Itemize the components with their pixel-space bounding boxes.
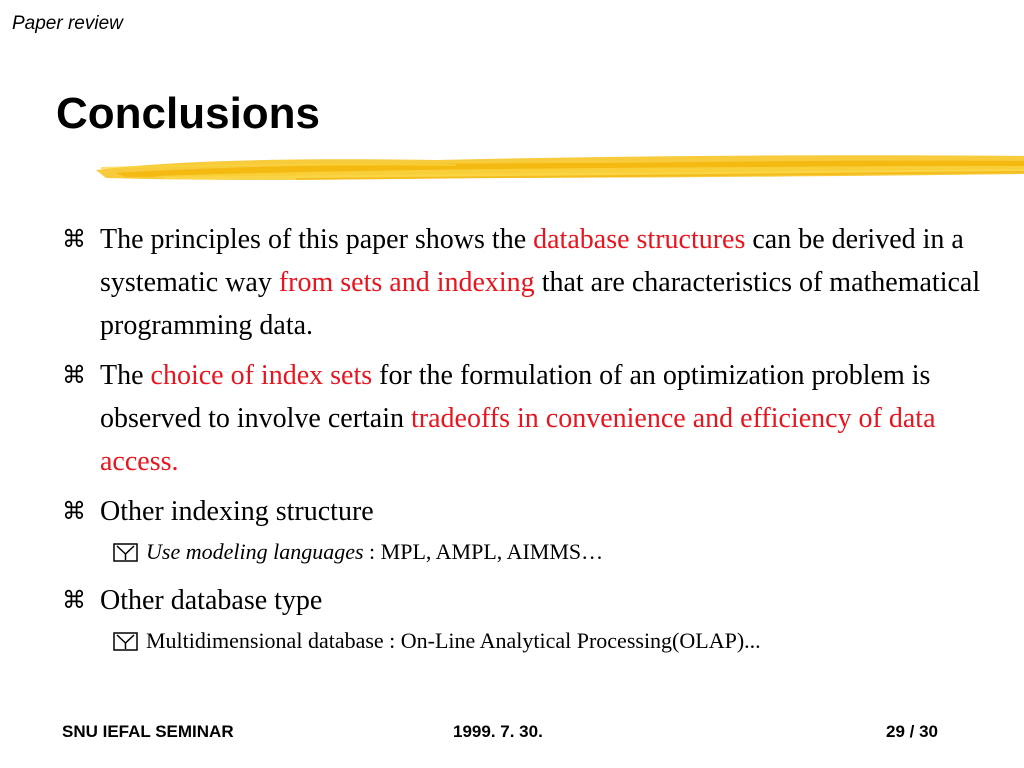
bullet-item bbox=[62, 490, 982, 533]
page-number: 29 / 30 bbox=[886, 722, 938, 741]
bullet-item bbox=[62, 579, 982, 622]
bullet-text: The principles of this paper shows the database structures can be derived in a systematic way from sets and indexing that are characteristics of mathematical programming data. bbox=[100, 224, 981, 341]
bullet-item bbox=[62, 218, 982, 347]
bullet-text: Other indexing structure bbox=[100, 496, 374, 527]
footer-date: 1999. 7. 30. bbox=[453, 722, 543, 741]
bullet-list bbox=[62, 218, 982, 668]
bullet-text: Other database type bbox=[100, 585, 323, 616]
place-of-interest-icon: ⌘ bbox=[62, 497, 86, 525]
footer-seminar-name: SNU IEFAL SEMINAR bbox=[62, 722, 234, 741]
place-of-interest-icon: ⌘ bbox=[62, 361, 86, 389]
sub-bullet-item bbox=[62, 623, 982, 659]
sub-bullet-text: Use modeling languages : MPL, AMPL, AIMMS… bbox=[146, 539, 604, 564]
place-of-interest-icon: ⌘ bbox=[62, 225, 86, 253]
slide-title: Conclusions bbox=[56, 89, 321, 138]
bullet-item bbox=[62, 354, 982, 483]
header-label: Paper review bbox=[12, 13, 123, 34]
sub-bullet-text: Multidimensional database : On-Line Analytical Processing(OLAP)... bbox=[146, 628, 761, 653]
checkbox-y-icon bbox=[113, 632, 138, 651]
place-of-interest-icon: ⌘ bbox=[62, 586, 86, 614]
bullet-text: The choice of index sets for the formulation of an optimization problem is observed to involve certain tradeoffs in convenience and efficiency of data access. bbox=[100, 360, 936, 477]
checkbox-y-icon bbox=[113, 543, 138, 562]
title-brush-stroke bbox=[96, 148, 1024, 190]
sub-bullet-item bbox=[62, 534, 982, 570]
